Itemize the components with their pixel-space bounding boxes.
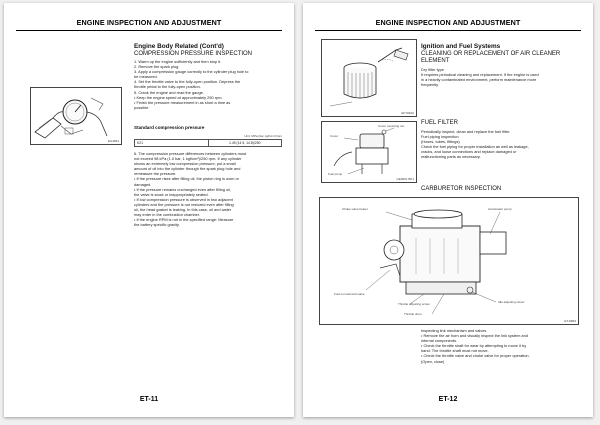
body-line: • Remove the air horn and visually inspect the link system and <box>421 333 528 339</box>
step-line: • If the pressure remains unchanged even after filling oil, <box>134 186 231 192</box>
step-line: shows an extremely low compression pressure, put a small <box>134 161 236 167</box>
cleaning-body <box>421 67 539 87</box>
step-line: • Keep the engine speed at approximately 250 rpm. <box>134 94 223 100</box>
body-line: cracks, and loose connections and replace damaged or <box>421 149 517 155</box>
step-line: • If the engine RPM is not in the specified range: Measure <box>134 217 234 223</box>
step-line: 1. Warm up the engine sufficiently and then stop it. <box>134 59 222 64</box>
step-line: throttle pedal to the fully-open position. <box>134 84 201 90</box>
page-number: ET-11 <box>139 396 159 403</box>
spec-unit: Unit: MPa (bar, kgf/cm²)/rpm <box>244 134 282 138</box>
steps-list <box>134 59 248 110</box>
step-line: oil, the head gasket is leaking. In this case, oil and water <box>134 207 232 213</box>
body-line: Inspecting link mechanism and valves <box>421 328 487 333</box>
step-line: may enter in the combustion chamber. <box>134 212 200 218</box>
body-line: hand. The throttle shaft must not move. <box>421 348 489 354</box>
compression-gauge-figure <box>30 87 122 145</box>
body-line: Fuel piping inspection <box>421 134 459 140</box>
figure-code: GE0601 BK1 <box>396 177 414 181</box>
section-title: Ignition and Fuel Systems <box>421 43 501 50</box>
fuel-pump-figure <box>321 121 417 183</box>
spec-value-cell: 1.49 (14.9, 14.8)/250 <box>208 140 282 147</box>
page-header: ENGINE INSPECTION AND ADJUSTMENT <box>76 18 222 27</box>
page-number: ET-12 <box>438 396 458 403</box>
figure-code: EG4891 <box>107 139 119 143</box>
step-line: 2. Remove the spark plug. <box>134 64 180 70</box>
compression-gauge-drawing <box>31 88 121 144</box>
body-line: frequently. <box>421 82 439 88</box>
step-line: remeasure the pressure. <box>134 171 177 177</box>
header-rule <box>315 30 581 31</box>
figure-code: ET-69B4 <box>564 319 576 323</box>
right-page <box>303 3 593 417</box>
step-line: 3. Apply a compression gauge correctly to the cylinder plug hole to <box>134 69 249 75</box>
page-header: ENGINE INSPECTION AND ADJUSTMENT <box>375 18 521 27</box>
body-line: in a heavily contaminated environment, perform maintenance more <box>421 77 537 83</box>
label-idle-adjusting-screw: Idle adjusting screw <box>498 300 525 304</box>
figure-code: EF7049A <box>401 111 414 115</box>
step-line: 4. Set the throttle valve to the fully-open position. Depress the <box>134 79 241 85</box>
spec-model-cell: K21 <box>135 140 209 147</box>
body-line: Check the fuel piping for proper installation as well as leakage, <box>421 144 529 150</box>
step-line: 5. Crank the engine and read the gauge. <box>134 89 204 95</box>
label-accelerator-pump: Accelerator pump <box>488 207 512 211</box>
label-cover: Cover <box>330 134 339 138</box>
step-line: • If the pressure rises after filling oil, the piston ring is worn or <box>134 176 239 182</box>
body-line: malfunctioning parts as necessary. <box>421 154 481 160</box>
air-cleaner-figure <box>321 39 417 117</box>
label-mounting-nut: Cover mounting nut <box>378 124 405 128</box>
cleaning-title-cont: ELEMENT <box>421 58 450 64</box>
table-row <box>135 140 282 147</box>
body-line: (Open, close) <box>421 358 445 364</box>
spec-heading: Standard compression pressure <box>134 125 205 130</box>
left-page <box>4 3 294 417</box>
label-fuel-cut-valve: Fuel cut solenoid valve <box>334 292 365 296</box>
step-line: 6. The compression pressure differences between cylinders must <box>134 151 247 156</box>
step-line: • Finish the pressure measurement in as short a time as <box>134 99 231 105</box>
step6-list <box>134 151 246 227</box>
subsection-title: COMPRESSION PRESSURE INSPECTION <box>134 51 253 57</box>
body-line: • Check the throttle shaft for wear by attempting to move it by <box>421 343 527 349</box>
label-choke-heater: Choke valve heater <box>342 207 368 211</box>
step-line: cylinders and the pressure is not restored even after filling <box>134 201 234 207</box>
carburetor-title: CARBURETOR INSPECTION <box>421 186 502 192</box>
step-line: be measured. <box>134 74 158 80</box>
fuel-filter-body <box>421 129 529 160</box>
body-line: (Hoses, tubes, fittings) <box>421 139 460 145</box>
body-line: internal components. <box>421 338 458 344</box>
step-line: amount of oil into the cylinder through the spark plug hole and <box>134 166 241 172</box>
carburetor-figure <box>319 197 579 325</box>
label-throttle-drum: Throttle drum <box>404 312 422 316</box>
step-line: damaged. <box>134 181 152 187</box>
body-line: • Check the throttle valve and choke valve for proper operation. <box>421 353 530 359</box>
carburetor-drawing <box>320 198 578 324</box>
fuel-filter-title: FUEL FILTER <box>421 120 459 126</box>
body-line: Dry filter type <box>421 67 444 72</box>
body-line: Periodically inspect, clean and replace the fuel filter. <box>421 129 511 134</box>
spec-table <box>134 139 282 147</box>
label-throttle-adjusting-screw: Throttle adjusting screw <box>398 302 430 306</box>
step-line: possible. <box>134 104 150 110</box>
inspection-body <box>421 328 530 364</box>
air-cleaner-drawing <box>322 40 416 116</box>
cleaning-title: CLEANING OR REPLACEMENT OF AIR CLEANER <box>421 51 561 57</box>
label-fuel-pump: Fuel pump <box>328 172 343 176</box>
step-line: the battery specific gravity. <box>134 222 180 228</box>
section-title: Engine Body Related (Cont'd) <box>134 43 224 50</box>
step-line: • If low compression pressure is observed in two adjacent <box>134 196 233 202</box>
step-line: not exceed 98 kPa (1.0 bar, 1 kgf/cm²)/250 rpm. If any cylinder <box>134 156 242 162</box>
header-rule <box>16 30 282 31</box>
body-line: It requires periodical cleaning and replacement. If the engine is used <box>421 72 539 78</box>
step-line: the valve is stuck or inappropriately seated. <box>134 191 209 197</box>
